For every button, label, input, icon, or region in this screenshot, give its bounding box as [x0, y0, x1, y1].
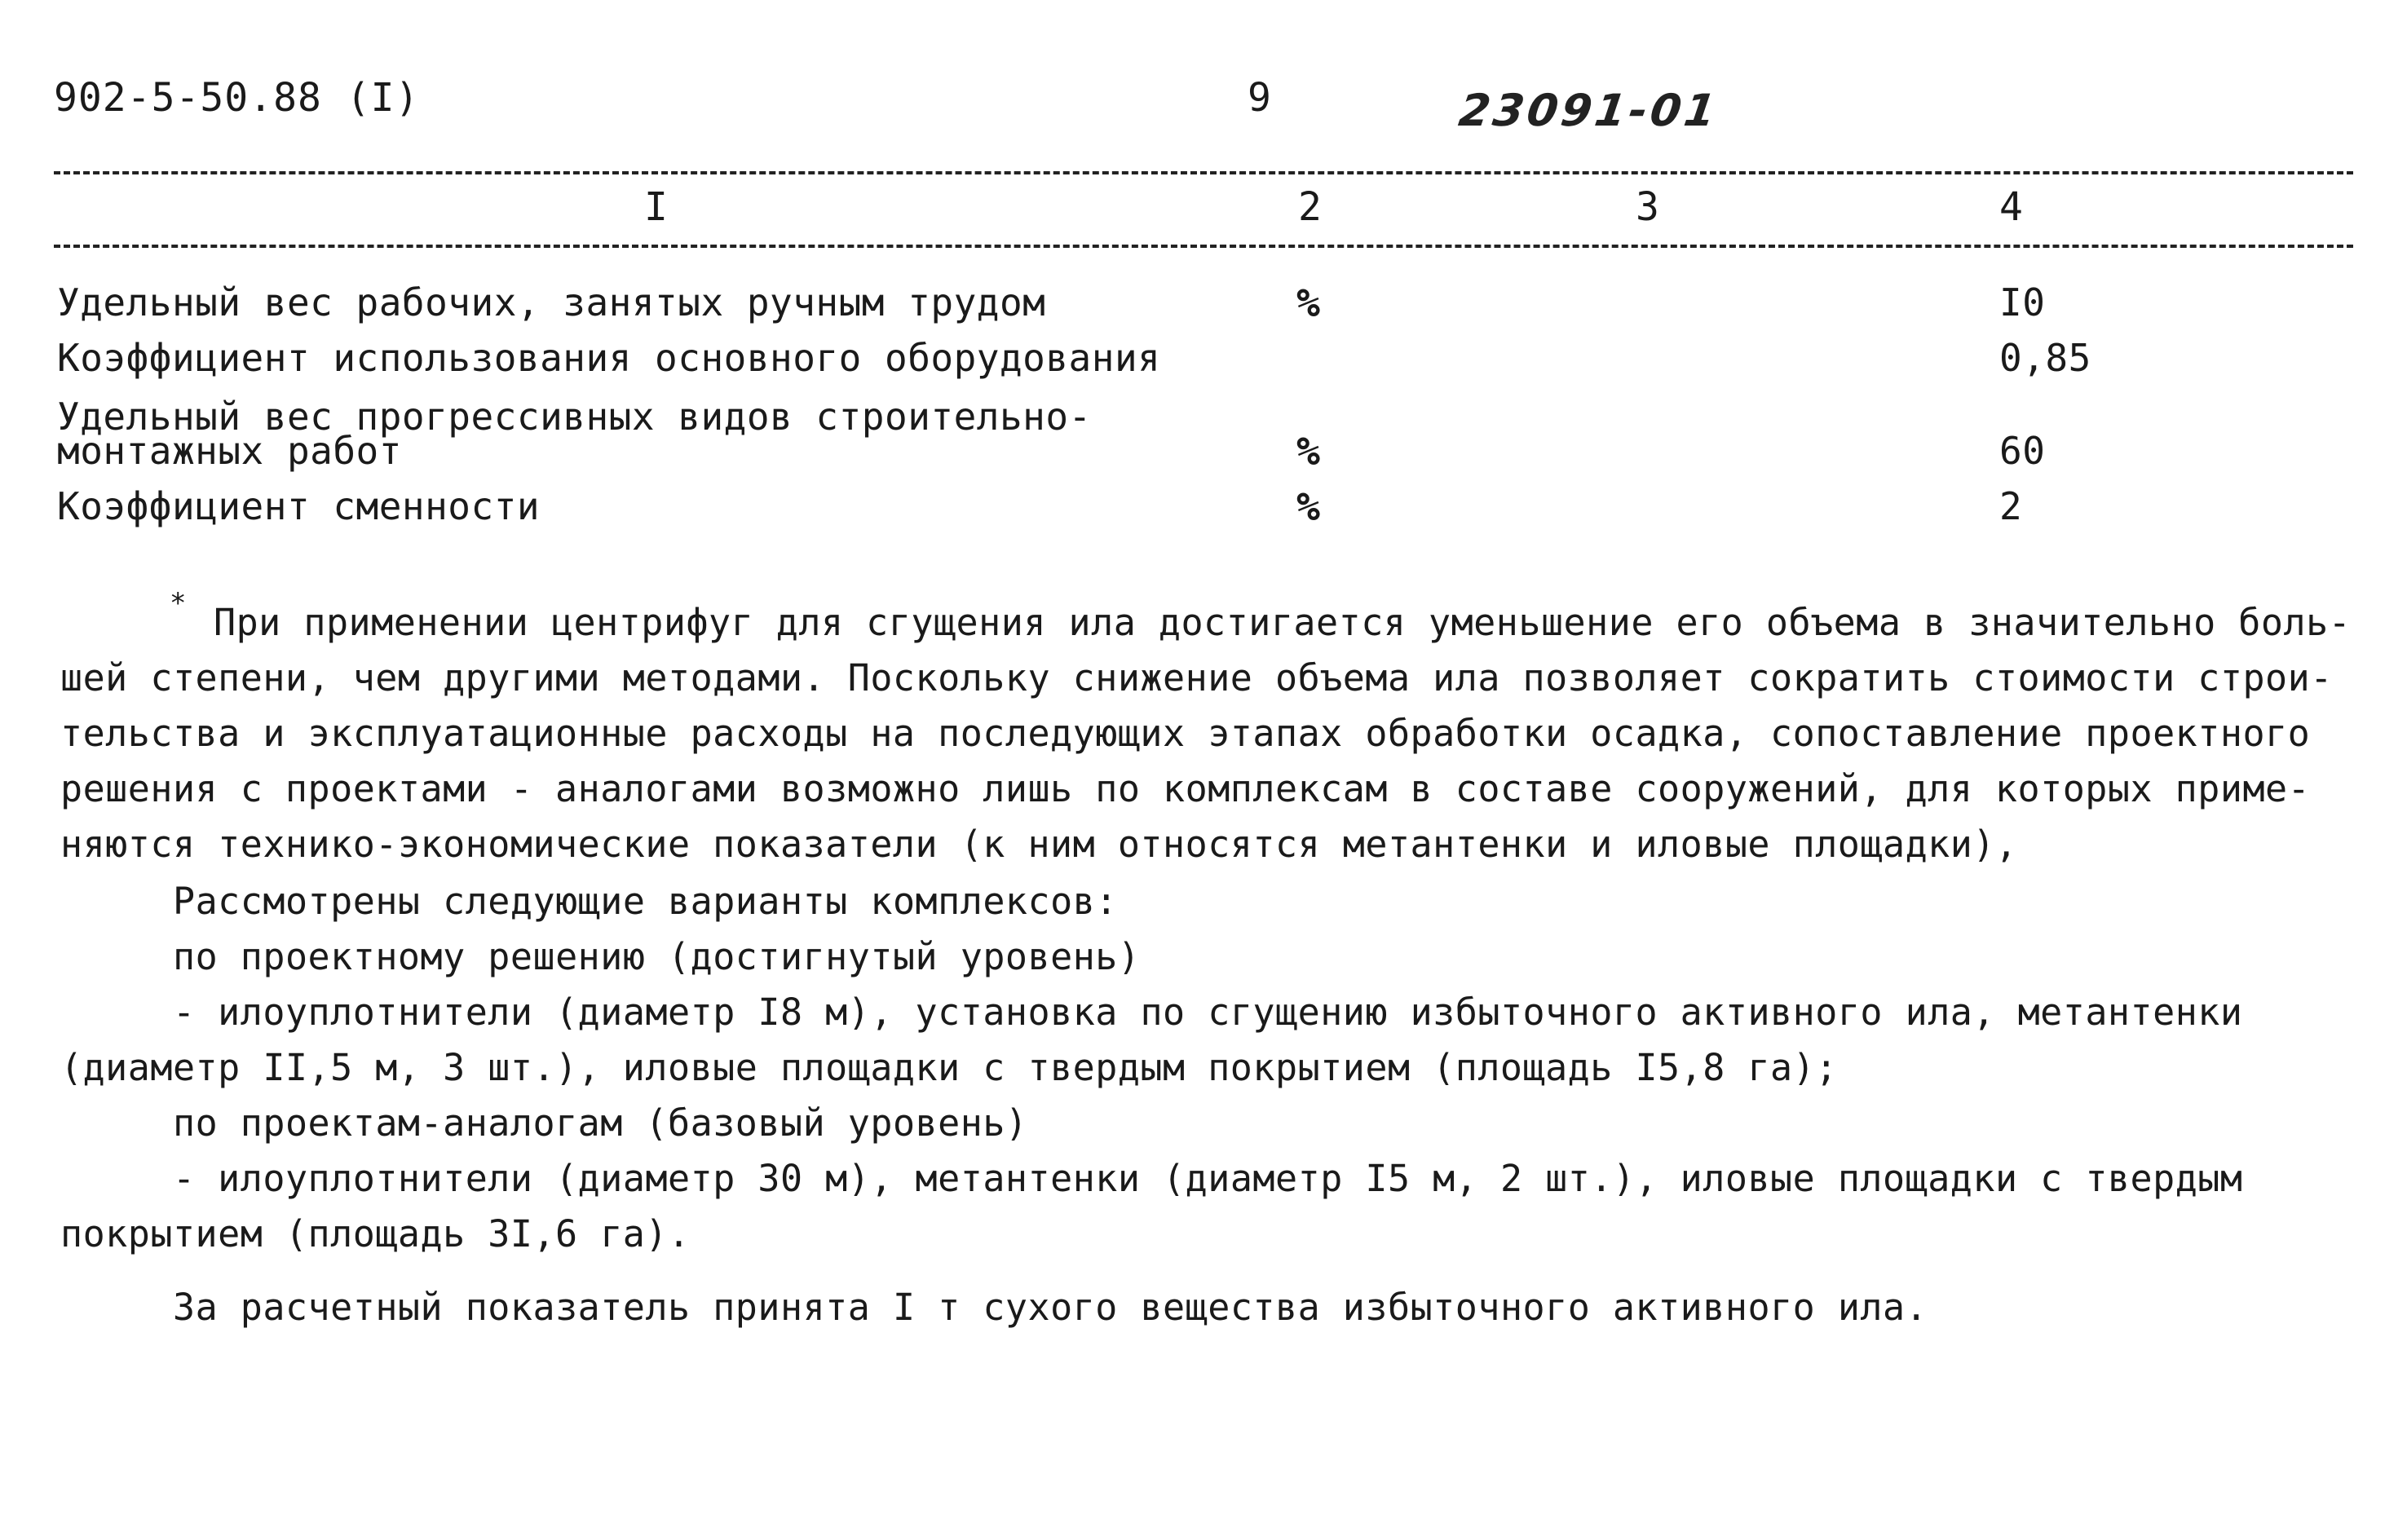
note-line-2: шей степени, чем другими методами. Поскольку снижение объема ила позволяет сократить стоимости строи- [60, 656, 2333, 699]
row-unit: % [1296, 429, 1320, 474]
row-unit: % [1296, 484, 1320, 530]
column-header-4: 4 [1999, 184, 2023, 230]
column-header-2: 2 [1298, 184, 1322, 230]
variant-1-line-1: - илоуплотнители (диаметр I8 м), установка по сгущению избыточного активного ила, метантенки [173, 991, 2243, 1034]
note-line-4: решения с проектами - аналогами возможно лишь по комплексам в составе сооружений, для которых приме- [60, 767, 2311, 810]
row-value: 60 [1999, 429, 2046, 473]
variants-intro: Рассмотрены следующие варианты комплексов: [173, 880, 1118, 923]
variant-2-line-2: покрытием (площадь 3I,6 га). [60, 1212, 691, 1255]
note-line-5: няются технико-экономические показатели (к ним относятся метантенки и иловые площадки), [60, 823, 2018, 866]
page-number: 9 [1248, 75, 1272, 121]
document-code: 902-5-50.88 (I) [54, 75, 420, 121]
row-unit: % [1296, 280, 1320, 326]
table-header-bottom-rule [54, 245, 2353, 248]
row-value: I0 [1999, 280, 2046, 324]
row-label: Коэффициент сменности [57, 484, 541, 528]
row-label: Удельный вес рабочих, занятых ручным трудом [57, 280, 1046, 324]
row-label: Удельный вес прогрессивных видов строительно- [57, 395, 1092, 439]
row-value: 0,85 [1999, 336, 2091, 380]
note-line-1: При применении центрифуг для сгущения ила достигается уменьшение его объема в значительно боль- [214, 601, 2352, 644]
footnote-marker: * [170, 587, 187, 620]
row-value: 2 [1999, 484, 2023, 528]
variant-1-title: по проектному решению (достигнутый уровень) [173, 935, 1141, 978]
column-header-1: I [644, 184, 668, 230]
table-top-rule [54, 171, 2353, 174]
variant-2-title: по проектам-аналогам (базовый уровень) [173, 1101, 1028, 1145]
handwritten-registration-number: 23091-01 [1455, 85, 1722, 136]
variant-1-line-2: (диаметр II,5 м, 3 шт.), иловые площадки с твердым покрытием (площадь I5,8 га); [60, 1046, 1838, 1089]
variant-2-line-1: - илоуплотнители (диаметр 30 м), метантенки (диаметр I5 м, 2 шт.), иловые площадки с твердым [173, 1157, 2243, 1200]
column-header-3: 3 [1636, 184, 1659, 230]
final-statement: За расчетный показатель принята I т сухого вещества избыточного активного ила. [173, 1286, 1928, 1329]
row-label-continuation: монтажных работ [57, 429, 402, 473]
row-label: Коэффициент использования основного оборудования [57, 336, 1161, 380]
note-line-3: тельства и эксплуатационные расходы на последующих этапах обработки осадка, сопоставление проектного [60, 712, 2311, 755]
